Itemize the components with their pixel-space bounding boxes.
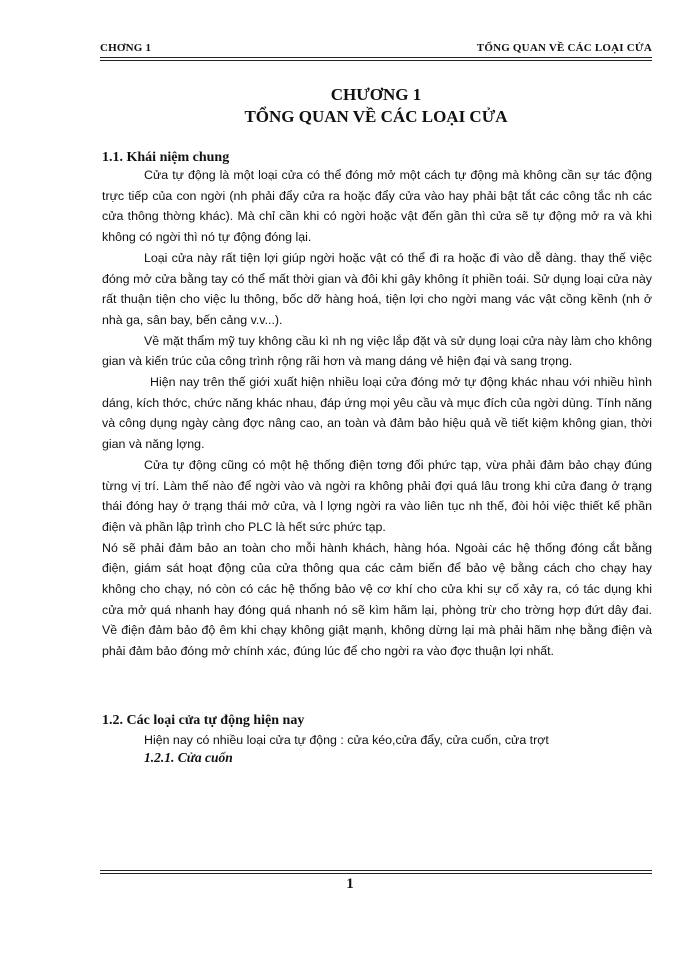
header-title: TỔNG QUAN VỀ CÁC LOẠI CỬA — [476, 42, 652, 54]
paragraph: Cửa tự động cũng có một hệ thống điện tơng đối phức tạp, vừa phải đảm bảo chạy đúng từng vị trí. Làm thế nào để ngời vào và ngời ra không phải đợi quá lâu trong khi cửa đang ở trạng thái đóng hay ở trạng thái mở cửa, và l lợng ngời ra vào liên tục nh thế, đòi hỏi việc thiết kế phần điện và phần lập trình cho PLC là hết sức phức tạp. — [102, 457, 652, 534]
footer-rule — [100, 870, 652, 871]
paragraph: Về mặt thẩm mỹ tuy không cầu kì nh ng việc lắp đặt và sử dụng loại cửa này làm cho không gian và kiến trúc của công trình rộng rãi hơn và mang dáng vẻ hiện đại và sang trọng. — [102, 333, 652, 369]
section-body-1-1 — [102, 165, 652, 662]
subsection-heading-1-2-1: 1.2.1. Cửa cuốn — [144, 750, 233, 765]
header-rule-2 — [100, 60, 652, 61]
paragraph: Hiện nay trên thế giới xuất hiện nhiều loại cửa đóng mở tự động khác nhau với nhiều hình dáng, kích thớc, chức năng khác nhau, đáp ứng mọi yêu cầu và mục đích của ngời dùng. Tính năng và công dụng ngày càng đợc nâng cao, an toàn và đảm bảo hiệu quả về tiết kiệm không gian, thời gian và năng lợng. — [102, 375, 652, 452]
chapter-title: TỔNG QUAN VỀ CÁC LOẠI CỬA — [244, 107, 508, 126]
header-chapter: CHƠNG 1 — [100, 42, 152, 54]
page-number: 1 — [346, 876, 354, 892]
chapter-number: CHƯƠNG 1 — [330, 85, 422, 104]
section-text-1-2: Hiện nay có nhiều loại cửa tự động : cửa kéo,cửa đẩy, cửa cuốn, cửa trợt — [144, 733, 549, 747]
paragraph: Nó sẽ phải đảm bảo an toàn cho mỗi hành khách, hàng hóa. Ngoài các hệ thống đóng cắt bằng điện, giám sát hoạt động của cửa thông qua các cảm biến để bảo vệ bằng cách cho chạy hay không cho chạy, nó còn có các hệ thống bảo vệ cơ khí cho cửa khi sự cố xảy ra, có tác dụng khi cửa mở quá nhanh hay đóng quá nhanh nó sẽ kìm hãm lại, phòng trừ cho trờng hợp đứt dây đai. Về điện đảm bảo độ êm khi chạy không giật mạnh, không dừng lại mà phải hãm nhẹ bằng điện và phải đảm bảo đóng mở chính xác, đúng lúc để cho ngời ra vào đợc thuận lợi nhất. — [102, 540, 652, 659]
section-heading-1-1: 1.1. Khái niệm chung — [102, 150, 230, 165]
footer-rule-2 — [100, 873, 652, 874]
paragraph: Loại cửa này rất tiện lợi giúp ngời hoặc vật có thể đi ra hoặc đi vào dễ dàng. thay thế việc đóng mở cửa bằng tay có thể mất thời gian và đôi khi gây không ít phiền toái. Sử dụng loại cửa này rất thuận tiện cho việc lu thông, bốc dỡ hàng hoá, tiện lợi cho ngời mang vác vật cồng kềnh (nh ở nhà ga, sân bay, bến cảng v.v...). — [102, 250, 652, 327]
section-heading-1-2: 1.2. Các loại cửa tự động hiện nay — [102, 713, 305, 728]
page-header — [100, 40, 652, 58]
paragraph: Cửa tự động là một loại cửa có thể đóng mở một cách tự động mà không cần sự tác động trực tiếp của con ngời (nh phải đẩy cửa ra hoặc đẩy cửa vào hay phải bật tắt các công tắc nh các cửa thông thờng khác). Mà chỉ cần khi có ngời hoặc vật đến gần thì cửa sẽ tự động mở ra và khi không có ngời thì nó tự động đóng lại. — [102, 168, 652, 245]
header-rule — [100, 57, 652, 58]
